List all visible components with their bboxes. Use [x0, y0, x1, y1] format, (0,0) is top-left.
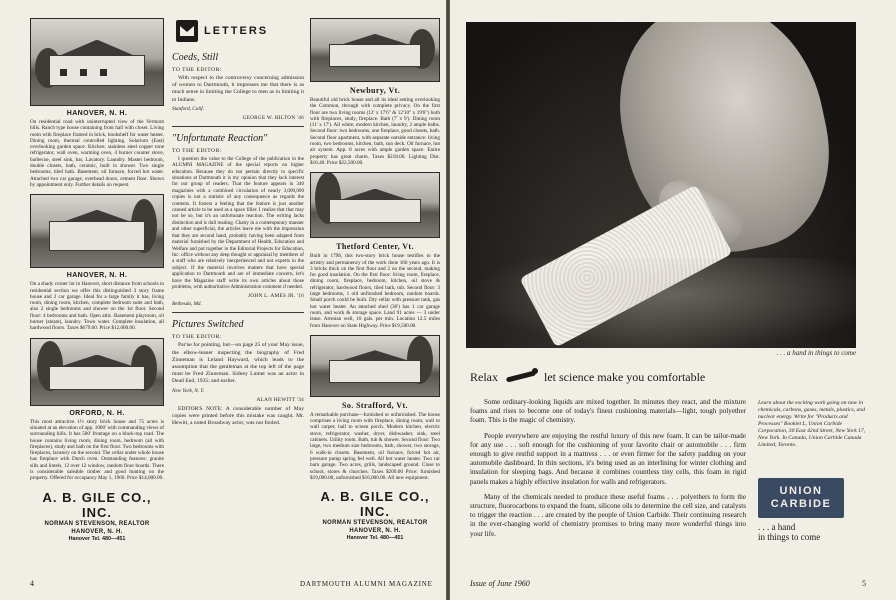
ad-tagline [758, 522, 858, 542]
editors-note: EDITOR'S NOTE: A considerable number of May copies were printed before this mistake was caught. Mr. Hewitt, a noted Broadway actor, was not fooled. [172, 405, 304, 426]
house-photo-thetford [310, 172, 440, 238]
realtor-line: NORMAN STEVENSON, REALTOR [322, 520, 428, 527]
listing-text: Beautiful old brick house and all its ideal setting overlooking the Common, through with complete privacy. On the first floor are two living rooms (12' x 17'6" & 12'10" x 19'8") both with fireplaces, study, fireplace. Bath (7' x 9'). Dining room (11' x 17'). All white, modern kitchen, laundry, 2 ample baths. Second floor: two bedrooms, one fireplace, good closets, bath. Second floor apartment, with separate outside entrance: living room, two bedrooms, kitchen, bath, sun deck. Oil furnace, hot air system. App. 8 acres with ample garden space. Entire property has great charm. Taxes $218.00. Lighting Dist. $16.40. Price $22,500.00. [310, 97, 440, 166]
realtor-phone: Hanover Tel. 480—451 [346, 535, 404, 542]
salutation: TO THE EDITOR: [172, 147, 222, 154]
page-number: 4 [30, 579, 34, 588]
listing-title: So. Strafford, Vt. [342, 400, 408, 410]
realtor-location: HANOVER, N. H. [349, 528, 401, 535]
letter-signature: GEORGE W. HILTON '46 [242, 114, 304, 121]
letter-body: I question the value to the College of the publication in the ALUMNI MAGAZINE of the special reports on higher education. Because they do not pertain directly to specific situations at Dartmouth it is my opinion that they lack interest for our group of readers. That the feature appears in 340 magazines with a combined circulation of nearly 3,000,000 copies is not a statistic of any consequence as regards the contents. It fosters a feeling that the feature is just another canned article to be used as a space filler. I realize that that may not be so, but it's an unfortunate reaction. The writing lacks distinction and is dull reading. Chatty in a contemporary manner and other superficial, the articles leave me with the impression that they are second hand, probably having been adapted from material furnished by the Department of Health, Education and Welfare and put together in the Editorial Projects for Education, Inc. office without any deep thought or appraisal by members of a staff who are relatively inexperienced and not experts in the subject. If the material involves matters that have special application to Dartmouth and are of immediate concern, let's have the Magazine staff write its own articles about those problems, with authoritative Administration comment if needed. [172, 155, 304, 290]
listing-title: Thetford Center, Vt. [336, 242, 414, 252]
letter-signature: ALAN HEWITT '34 [256, 396, 304, 403]
realtor-line: NORMAN STEVENSON, REALTOR [44, 520, 150, 527]
house-photo-hanover-1 [30, 18, 164, 106]
logo-line-2: CARBIDE [770, 498, 832, 510]
union-carbide-logo [758, 478, 844, 518]
house-photo-newbury [310, 18, 440, 82]
letter-place: Stanford, Calif. [172, 105, 204, 112]
liquid-sheen [466, 258, 856, 348]
foam-hand-photo [466, 22, 856, 348]
realtor-name: A. B. GILE CO., INC. [42, 489, 152, 520]
listing-text: This most attractive 1½ story brick house and 75 acres is situated at an elevation of app. 1000' with commanding views of surrounding hills. It has 500' frontage on a black-top road. The house contains living room, dining room, bedroom (all with fireplaces), study and bath on the first floor. Two bedrooms with fireplaces, lavatory on the second. The cellar under whole house has fireplace with Dutch oven. Outstanding features: granite sills and lintels, 12 over 12 window, random floor boards. There is considerable saleable timber and good hunting on the property. Offered for occupancy May 1, 1960. Price $14,000.00. [30, 418, 164, 482]
listings-column-right [310, 18, 440, 541]
magazine-title: DARTMOUTH ALUMNI MAGAZINE [300, 580, 433, 588]
letter-place: New York, N. Y. [172, 387, 205, 394]
sidebar-text: Learn about the exciting work going on now in chemicals, carbons, gases, metals, plastics, and nuclear energy. Write for "Products and Processes" Booklet L, Union Carbide Corporation, 30 East 42nd Street, New York 17, New York. In Canada, Union Carbide Canada Limited, Toronto. [758, 400, 866, 448]
logo-line-1: UNION [779, 485, 823, 497]
house-photo-strafford [310, 335, 440, 397]
letter-title: Coeds, Still [172, 52, 219, 63]
divider [172, 312, 304, 313]
ad-paragraph: People everywhere are enjoying the restful luxury of this new foam. It can be tailor-made for any use . . . soft enough for the cushioning of your favorite chair or automobile . . . firm enough to give restful support in a mattress . . . or even firmer for the safety padding on your automobile dashboard. In thin sections, it's being used as an interlining for winter clothing and insulation for sleeping bags. And because it combines countless tiny cells, this foam in rigid panels makes a highly effective insulation for walls and refrigerators. [470, 431, 746, 486]
letters-label: LETTERS [204, 25, 269, 37]
listing-text: On residential road with uninterrupted view of the Vermont hills. Ranch type house containing front hall with closet. Living room with fireplace framed in brick, bookshelf for water heater. Dining room, thermal controlled lighting. Solarium (East) overlooking garden space. Kitchen: stainless steel copper tone refrigerator, wall oven, warming oven, 4 burner counter stove, barbecue, steel sink, bar, Lavatory. Laundry. Master bedroom, double closets, bath, ceramic, built in shower. Two single bedrooms, tiled bath. Basement, oil furnace, forced hot water. Attached two car garage, overhead doors, cement floor. Shown by appointment only. Further details on request. [30, 119, 164, 188]
divider [172, 126, 304, 127]
letter-body: With respect to the controversy concerning admission of women to Dartmouth, it impresses me that there is as much sense in limiting the College to men as in limiting it to Indians. [172, 75, 304, 103]
house-photo-hanover-2 [30, 194, 164, 268]
listing-title: Newbury, Vt. [349, 86, 401, 95]
envelope-icon [176, 20, 198, 42]
listing-text: On a shady corner lot in Hanover, short distance from schools in residential section we offer this distinguished 3 story frame house and 2 car garage. Ideal for a large family it has, living room, dining room, kitchen, complete bedroom suite and bath, also 2 single bedrooms and shower on the 1st floor. Second floor: 4 bedrooms and bath. Open attic. Basement playroom, oil burner (steam), laundry. Town water. Complete insulation, all hardwood floors. Taxes $679.00. Price $12,000.00. [30, 281, 164, 332]
ad-sidebar [758, 400, 870, 449]
headline-left: Relax [470, 369, 498, 384]
realtor-name: A. B. GILE CO., INC. [320, 489, 430, 520]
headline-right: let science make you comfortable [544, 369, 706, 384]
ad-body [470, 398, 746, 545]
issue-line: Issue of June 1960 [470, 579, 530, 588]
realtor-ad [30, 490, 164, 542]
listing-title: HANOVER, N. H. [66, 110, 128, 117]
listing-title: HANOVER, N. H. [66, 272, 128, 280]
tagline-line-2: in things to come [758, 532, 821, 542]
realtor-phone: Hanover Tel. 480—451 [68, 535, 126, 542]
letters-header [176, 20, 304, 42]
left-page [0, 0, 446, 600]
tagline-line-1: . . . a hand [758, 522, 796, 532]
realtor-ad [310, 489, 440, 541]
letter-body: Par'ne for pointing, but—on page 25 of your May issue, the elbow-leaner inspecting the biography of Fred Zinneman is Leland Hayward, which leads to the assumption that the gentleman at the top left of the page must be Fred Zinneman. Sidney Lumet was an actor in Dead End, 1935; and earlier. [172, 342, 304, 385]
ad-headline [470, 368, 860, 386]
photo-caption: . . . a hand in things to come [776, 349, 856, 357]
right-page [450, 0, 896, 600]
lounging-figure-icon [502, 368, 540, 386]
letter-place: Bethesda, Md. [172, 301, 202, 308]
salutation: TO THE EDITOR: [172, 67, 222, 73]
ad-paragraph: Many of the chemicals needed to produce these useful foams . . . polyethers to form the structure, fluorocarbons to expand the foam, silicone oils to determine the cell size, and catalysts to trigger the reaction . . . are created by the people of Union Carbide. Their continuing research in the ever-changing world of chemistry promises to bring many more wonderful things into your life. [470, 492, 746, 538]
letters-column [172, 18, 304, 427]
realtor-location: HANOVER, N. H. [71, 528, 123, 535]
listing-text: A remarkable purchase—furnished or unfurnished. The house comprises a living room with fireplace, dining room, wall to wall carpet; hall to screen porch. Modern kitchen, electric stove, refrigerator, washer, dryer, dishwasher, sink, steel cabinets. Utility room. Bath, tub & shower. Second floor: Two large, two medium size bedrooms, bath, shower, two storage, 6 walk-in closets. Basement, oil furnace, forced hot air, pressure pump spring fed well. All hot water heater. Two car barn garage. Two acres, grills, landscaped ground. Close to school, stores & churches. Taxes $200.00 Price: furnished $19,000.00, unfurnished $16,000.00. All new equipment. [310, 411, 440, 481]
letter-title: "Unfortunate Reaction" [172, 132, 268, 144]
ad-paragraph: Some ordinary-looking liquids are mixed together. In minutes they react, and the mixture foams and rises to become one of today's finest cushioning materials—light, tough polyether foam. This is the magic of chemistry. [470, 398, 746, 425]
listing-title: ORFORD, N. H. [69, 409, 125, 417]
letter-signature: JOHN L. AMES JR. '16 [248, 293, 304, 300]
listings-column-left [30, 18, 164, 542]
house-photo-orford [30, 338, 164, 406]
page-number: 5 [862, 579, 866, 588]
salutation: TO THE EDITOR: [172, 334, 222, 341]
letter-title: Pictures Switched [172, 319, 244, 331]
listing-text: Built in 1798, this two-story brick house testifies to the artistry and permanency of the work done 160 years ago. It is 3 bricks thick on the first floor and 2 on the second, making for good insulation. On the first floor: living room, fireplace, dining room, fireplace, bedroom, kitchen, oil stove & refrigerator, hardwood floors, tiled bath, tub. Second floor: 3 large bedrooms, 1 old unfinished bedroom, random boards. Small porch could be built. Dry cellar with pressure tank, gas hot water heater. An attached shed (36') has 1 car garage room, and work & storage space. Land 91 acres — 3 under lease. Artesian well, 10 gals. per min. Location 12.5 miles from Hanover on State Highway. Price $19,500.00. [310, 253, 440, 329]
